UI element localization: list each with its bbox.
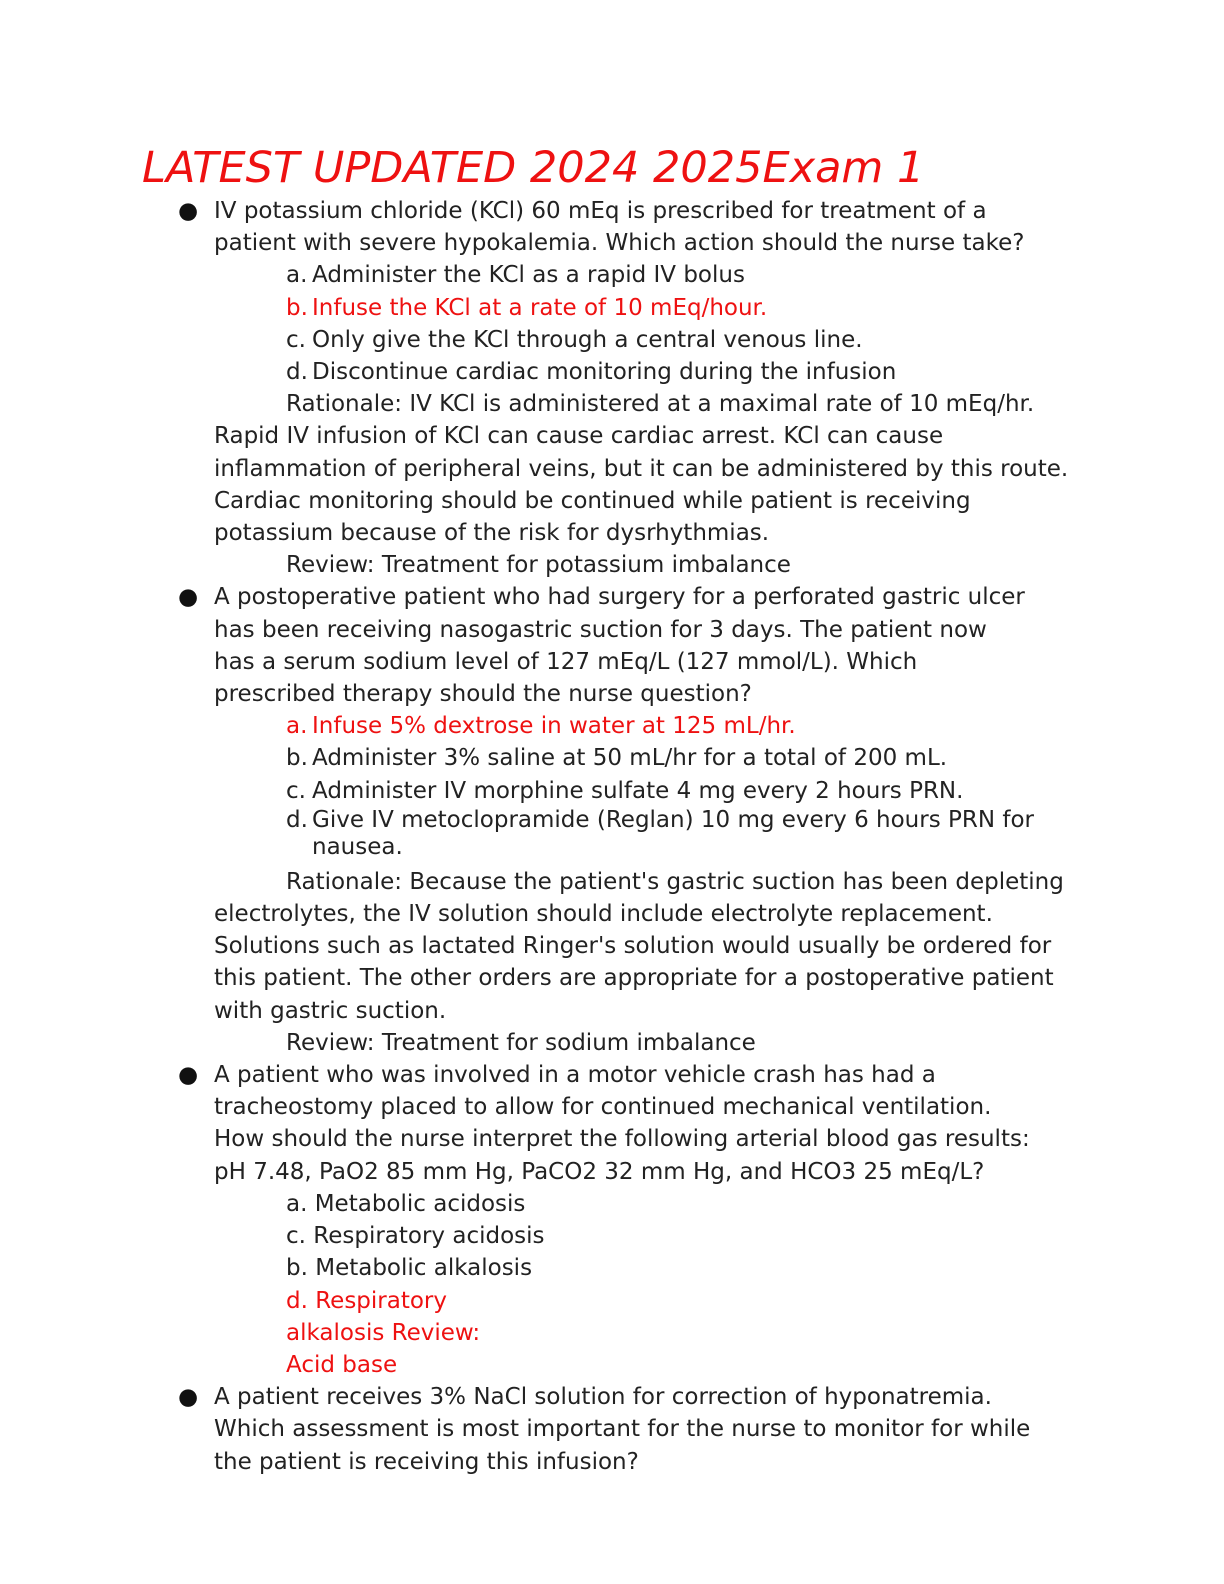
option-text: Administer IV morphine sulfate 4 mg every 2 hours PRN.	[312, 777, 964, 804]
review-text: Review: Treatment for potassium imbalance	[286, 552, 791, 579]
question-text: IV potassium chloride (KCl) 60 mEq is prescribed for treatment of a patient with severe hypokalemia. Which action should the nurse take?	[214, 198, 1025, 257]
bullet-icon: ●	[178, 1062, 199, 1089]
option-a	[214, 259, 1072, 291]
question-1	[0, 195, 1069, 581]
option-a-correct	[214, 710, 1072, 742]
option-c	[214, 324, 1072, 356]
question-2	[0, 581, 1064, 1059]
question-3	[0, 1059, 1034, 1381]
option-b	[214, 742, 1072, 774]
answer-options	[214, 259, 1034, 388]
option-c	[214, 775, 1072, 807]
option-letter: a.	[286, 713, 308, 740]
option-letter: b.	[286, 745, 308, 772]
option-text: Discontinue cardiac monitoring during the infusion	[312, 359, 897, 386]
review-text: Review: Treatment for sodium imbalance	[286, 1029, 756, 1056]
answer-options	[214, 710, 1034, 861]
option-d	[214, 807, 1072, 861]
page-title: LATEST UPDATED 2024 2025Exam 1	[142, 143, 925, 193]
option-d-correct-continued: alkalosis Review:	[286, 1319, 481, 1346]
rationale-text: Rationale: Because the patient's gastric suction has been depleting electrolytes, the IV solution should include electrolyte replacement. Solutions such as lactated Ringer's solution would usually be ordered for this patient. The other orders are appropriate for a postoperative patient with gastric suction.	[214, 868, 1064, 1024]
option-d	[214, 356, 1072, 388]
question-text: A patient receives 3% NaCl solution for correction of hyponatremia. Which assessment is most important for the nurse to monitor for while the patient is receiving this infusion?	[214, 1384, 1031, 1475]
option-letter: c.	[286, 777, 306, 804]
option-letter: d.	[286, 806, 308, 833]
option-text: Only give the KCl through a central venous line.	[312, 326, 863, 353]
option-letter: c.	[286, 326, 306, 353]
option-text: Administer the KCl as a rapid IV bolus	[312, 262, 745, 289]
bullet-icon: ●	[178, 1384, 199, 1411]
option-text: Infuse the KCl at a rate of 10 mEq/hour.	[312, 294, 768, 321]
option-letter: b.	[286, 294, 308, 321]
review-text: Acid base	[286, 1351, 398, 1378]
question-text: A patient who was involved in a motor vehicle crash has had a tracheostomy placed to allow for continued mechanical ventilation. How should the nurse interpret the following arterial blood gas results: pH 7.48, PaO2 85 mm Hg, PaCO2 32 mm Hg, and HCO3 25 mEq/L?	[214, 1062, 1030, 1185]
option-c: c. Respiratory acidosis	[286, 1223, 545, 1250]
question-list	[0, 195, 1224, 1478]
question-4	[0, 1381, 1034, 1478]
option-text: Infuse 5% dextrose in water at 125 mL/hr.	[312, 713, 796, 740]
rationale-text: Rationale: IV KCl is administered at a maximal rate of 10 mEq/hr. Rapid IV infusion of KCl can cause cardiac arrest. KCl can cause inflammation of peripheral veins, but it can be administered by this route. Cardiac monitoring should be continued while patient is receiving potassium because of the risk for dysrhythmias.	[214, 391, 1069, 547]
question-text: A postoperative patient who had surgery for a perforated gastric ulcer has been receiving nasogastric suction for 3 days. The patient now has a serum sodium level of 127 mEq/L (127 mmol/L). Which prescribed therapy should the nurse question?	[214, 584, 1025, 708]
option-text: Give IV metoclopramide (Reglan) 10 mg every 6 hours PRN for nausea.	[312, 806, 1034, 860]
option-b: b. Metabolic alkalosis	[286, 1255, 533, 1282]
option-d-correct: d. Respiratory	[286, 1287, 447, 1314]
bullet-icon: ●	[178, 198, 199, 224]
option-b-correct	[214, 292, 1072, 324]
option-text: Administer 3% saline at 50 mL/hr for a total of 200 mL.	[312, 745, 948, 772]
bullet-icon: ●	[178, 584, 199, 611]
option-letter: a.	[286, 262, 308, 289]
option-letter: d.	[286, 359, 308, 386]
option-a: a. Metabolic acidosis	[286, 1190, 526, 1217]
